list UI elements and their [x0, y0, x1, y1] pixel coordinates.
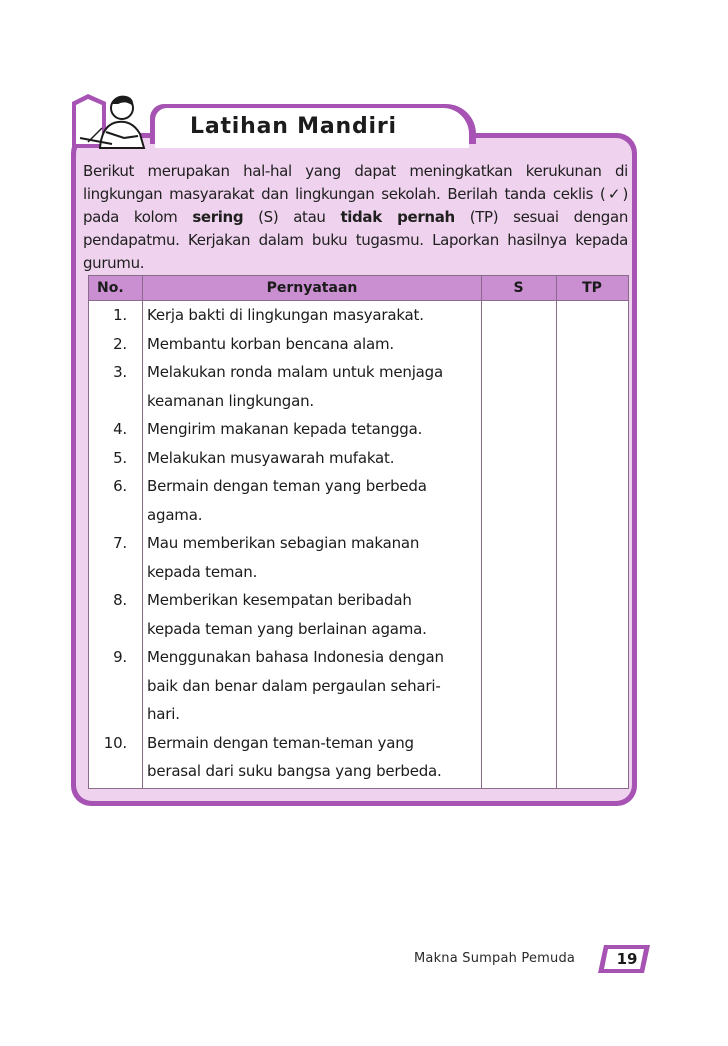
row-statement	[147, 643, 477, 729]
statement-line: baik dan benar dalam pergaulan sehari-	[147, 676, 441, 695]
statement-line: berasal dari suku bangsa yang berbeda.	[147, 762, 442, 780]
statement-line: Menggunakan bahasa Indonesia dengan	[147, 648, 444, 666]
row-statement	[147, 358, 477, 415]
row-number: 10.	[103, 733, 127, 752]
row-number: 6.	[113, 477, 127, 495]
header-no: No.	[97, 280, 124, 296]
statement-line: hari.	[147, 705, 180, 723]
statement-line: Mau memberikan sebagian makanan	[147, 534, 420, 552]
row-statement	[147, 444, 477, 473]
statement-line: keamanan lingkungan.	[147, 391, 314, 410]
header-statement: Pernyataan	[266, 280, 358, 296]
row-number: 9.	[113, 648, 127, 666]
instructions-paragraph	[83, 160, 628, 275]
statement-line: Melakukan musyawarah mufakat.	[147, 448, 395, 467]
row-number: 1.	[113, 306, 127, 324]
statement-line: agama.	[147, 505, 203, 524]
statement-line: Membantu korban bencana alam.	[147, 334, 394, 353]
table-row	[89, 358, 628, 415]
page-number: 19	[616, 950, 638, 968]
instructions-bold-sering: sering	[192, 208, 244, 226]
row-statement	[147, 301, 477, 330]
section-title: Latihan Mandiri	[190, 114, 397, 139]
instructions-text-2: (S) atau	[243, 208, 341, 226]
instructions-text-1: Berikut merupakan hal-hal yang dapat meningkatkan kerukunan di lingkungan masyarakat dan lingkungan sekolah. Berilah tanda ceklis (✓) pada kolom	[83, 162, 628, 226]
statement-line: Mengirim makanan kepada tetangga.	[147, 420, 423, 438]
table-row	[89, 415, 628, 444]
row-statement	[147, 472, 477, 529]
table-row	[89, 301, 628, 330]
table-header	[89, 276, 628, 301]
row-statement	[147, 529, 477, 586]
statement-table	[88, 275, 629, 789]
instructions-bold-tidak-pernah: tidak pernah	[340, 208, 455, 226]
statement-line: Bermain dengan teman yang berbeda	[147, 477, 427, 495]
row-number: 8.	[113, 591, 127, 609]
table-row	[89, 729, 628, 786]
table-row	[89, 529, 628, 586]
statement-line: Memberikan kesempatan beribadah	[147, 591, 412, 609]
row-number: 5.	[113, 448, 127, 467]
table-row	[89, 444, 628, 473]
row-number: 3.	[113, 363, 127, 381]
row-number: 4.	[113, 420, 127, 438]
chapter-title: Makna Sumpah Pemuda	[414, 951, 576, 966]
row-number: 7.	[113, 534, 127, 552]
statement-line: Kerja bakti di lingkungan masyarakat.	[147, 306, 424, 324]
statement-line: kepada teman.	[147, 562, 258, 581]
statement-line: kepada teman yang berlainan agama.	[147, 619, 427, 638]
row-statement	[147, 729, 477, 786]
table-row	[89, 330, 628, 359]
table-row	[89, 472, 628, 529]
row-number: 2.	[113, 334, 127, 353]
row-statement	[147, 415, 477, 444]
table-row	[89, 643, 628, 729]
statement-line: Melakukan ronda malam untuk menjaga	[147, 363, 443, 381]
instructions-text-3: (TP) sesuai dengan pendapatmu. Kerjakan dalam buku tugasmu. Laporkan hasilnya kepada gurumu.	[83, 208, 628, 272]
row-statement	[147, 330, 477, 359]
header-s: S	[513, 280, 524, 296]
row-statement	[147, 586, 477, 643]
header-tp: TP	[582, 280, 602, 296]
statement-line: Bermain dengan teman-teman yang	[147, 733, 414, 752]
student-writing-icon	[66, 92, 158, 150]
table-row	[89, 586, 628, 643]
